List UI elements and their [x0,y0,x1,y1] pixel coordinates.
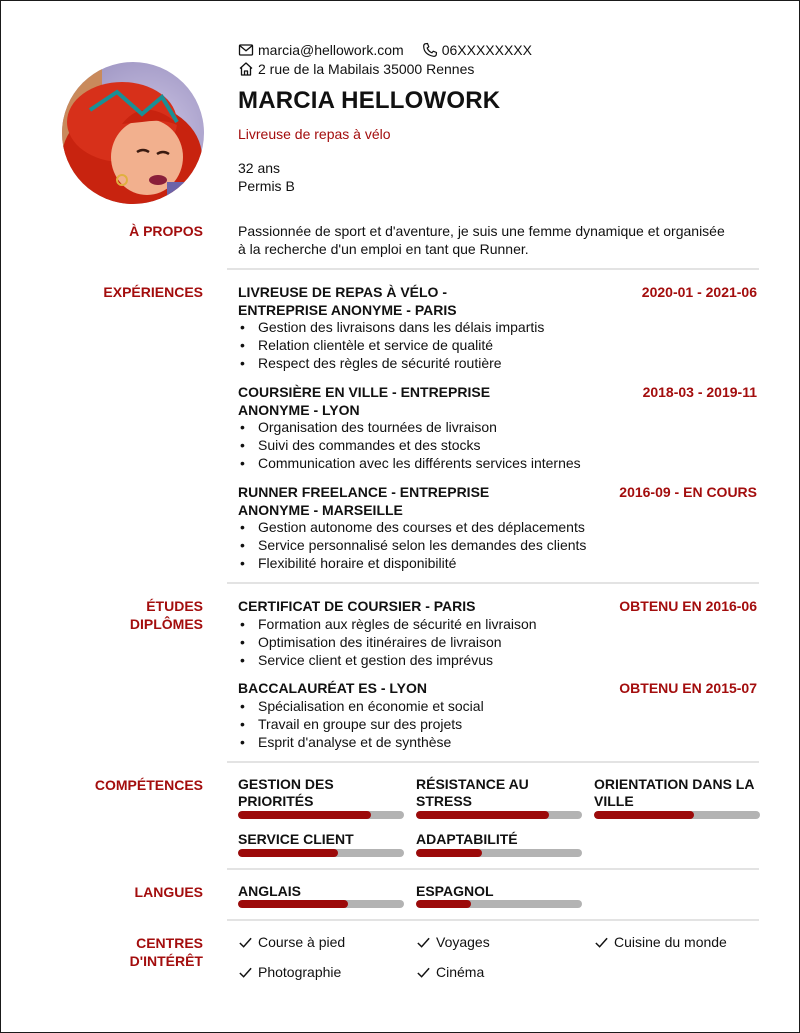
experience-title: ENTREPRISE ANONYME - PARIS [238,302,457,318]
skill-name [416,776,586,810]
check-icon [594,935,609,950]
section-label-interests: CENTRES [136,935,203,951]
skill-name: SERVICE CLIENT [238,831,354,847]
education-date: OBTENU EN 2015-07 [619,680,757,696]
experience-bullets [238,318,544,372]
language-level-fill [238,900,348,908]
skill-name-line: GESTION DES [238,776,334,792]
section-label-experiences: EXPÉRIENCES [103,284,203,300]
experience-title: ANONYME - MARSEILLE [238,502,403,518]
skill-name-line: ORIENTATION DANS LA [594,776,755,792]
list-item: • Flexibilité horaire et disponibilité [238,554,586,572]
skill-name [594,776,764,810]
interest-label: Course à pied [258,934,346,950]
driving-license: Permis B [238,178,295,194]
section-divider [227,582,759,584]
experience-title: LIVREUSE DE REPAS À VÉLO - [238,284,447,300]
education-title: CERTIFICAT DE COURSIER - PARIS [238,598,476,614]
language-name: ESPAGNOL [416,883,494,899]
interest-item [238,934,345,950]
phone-icon [422,42,438,58]
section-divider [227,868,759,870]
section-label-interests: D'INTÉRÊT [129,953,203,969]
about-text-line2: à la recherche d'un emploi en tant que Runner. [238,241,529,257]
check-icon [416,965,431,980]
skill-name [238,776,408,810]
skill-level-fill [416,811,549,819]
list-item: • Travail en groupe sur des projets [238,715,484,733]
check-icon [238,965,253,980]
language-level-bar [238,900,404,908]
section-divider [227,919,759,921]
contact-row [238,42,532,58]
check-icon [238,935,253,950]
language-level-fill [416,900,471,908]
list-item: • Esprit d'analyse et de synthèse [238,733,484,751]
language-level-bar [416,900,582,908]
skill-name-line: STRESS [416,793,473,809]
skill-level-bar [416,849,582,857]
list-item: • Optimisation des itinéraires de livraison [238,633,537,651]
skill-level-bar [238,849,404,857]
section-label-languages: LANGUES [134,884,203,900]
section-divider [227,268,759,270]
experience-date: 2020-01 - 2021-06 [641,284,757,300]
experience-bullets [238,518,586,572]
job-title: Livreuse de repas à vélo [238,126,391,142]
interest-item [416,934,490,950]
interest-label: Photographie [258,964,342,980]
skill-name: ADAPTABILITÉ [416,831,518,847]
envelope-icon [238,42,254,58]
skill-name-line: PRIORITÉS [238,793,314,809]
skill-level-bar [416,811,582,819]
skill-name-line: RÉSISTANCE AU [416,776,529,792]
address-row [238,61,474,77]
skill-level-bar [594,811,760,819]
section-label-education: DIPLÔMES [129,616,203,632]
section-label-about: À PROPOS [129,223,203,239]
section-label-skills: COMPÉTENCES [94,777,203,793]
skill-level-fill [238,811,371,819]
interest-label: Voyages [436,934,490,950]
experience-title: ANONYME - LYON [238,402,360,418]
email-text[interactable]: marcia@hellowork.com [258,42,404,58]
interest-item [238,964,341,980]
list-item: • Spécialisation en économie et social [238,697,484,715]
experience-title: RUNNER FREELANCE - ENTREPRISE [238,484,490,500]
experience-date: 2018-03 - 2019-11 [642,384,757,400]
education-title: BACCALAURÉAT ES - LYON [238,680,428,696]
profile-photo [62,62,204,204]
list-item: • Respect des règles de sécurité routière [238,354,544,372]
list-item: • Service personnalisé selon les demandes des clients [238,536,586,554]
skill-level-fill [416,849,482,857]
list-item: • Organisation des tournées de livraison [238,418,581,436]
section-label-education: ÉTUDES [146,598,203,614]
education-bullets [238,697,484,751]
about-text-line1: Passionnée de sport et d'aventure, je suis une femme dynamique et organisée [238,223,725,239]
age: 32 ans [238,160,281,176]
address-text: 2 rue de la Mabilais 35000 Rennes [258,61,475,77]
experience-date: 2016-09 - EN COURS [619,484,757,500]
list-item: • Relation clientèle et service de qualité [238,336,544,354]
candidate-name: MARCIA HELLOWORK [238,87,501,114]
education-date: OBTENU EN 2016-06 [619,598,757,614]
experience-bullets [238,418,581,472]
skill-name-line: VILLE [594,793,634,809]
interest-item [416,964,484,980]
skill-level-fill [238,849,338,857]
list-item: • Communication avec les différents services internes [238,454,581,472]
language-name: ANGLAIS [238,883,301,899]
list-item: • Gestion des livraisons dans les délais impartis [238,318,544,336]
list-item: • Formation aux règles de sécurité en livraison [238,615,537,633]
experience-title: COURSIÈRE EN VILLE - ENTREPRISE [238,384,491,400]
interest-item [594,934,727,950]
interest-label: Cuisine du monde [614,934,727,950]
list-item: • Gestion autonome des courses et des déplacements [238,518,586,536]
interest-label: Cinéma [436,964,485,980]
list-item: • Service client et gestion des imprévus [238,651,537,669]
list-item: • Suivi des commandes et des stocks [238,436,581,454]
skill-level-bar [238,811,404,819]
phone-text[interactable]: 06XXXXXXXX [441,42,532,58]
education-bullets [238,615,537,669]
skill-level-fill [594,811,694,819]
house-icon [238,61,254,77]
section-divider [227,761,759,763]
check-icon [416,935,431,950]
